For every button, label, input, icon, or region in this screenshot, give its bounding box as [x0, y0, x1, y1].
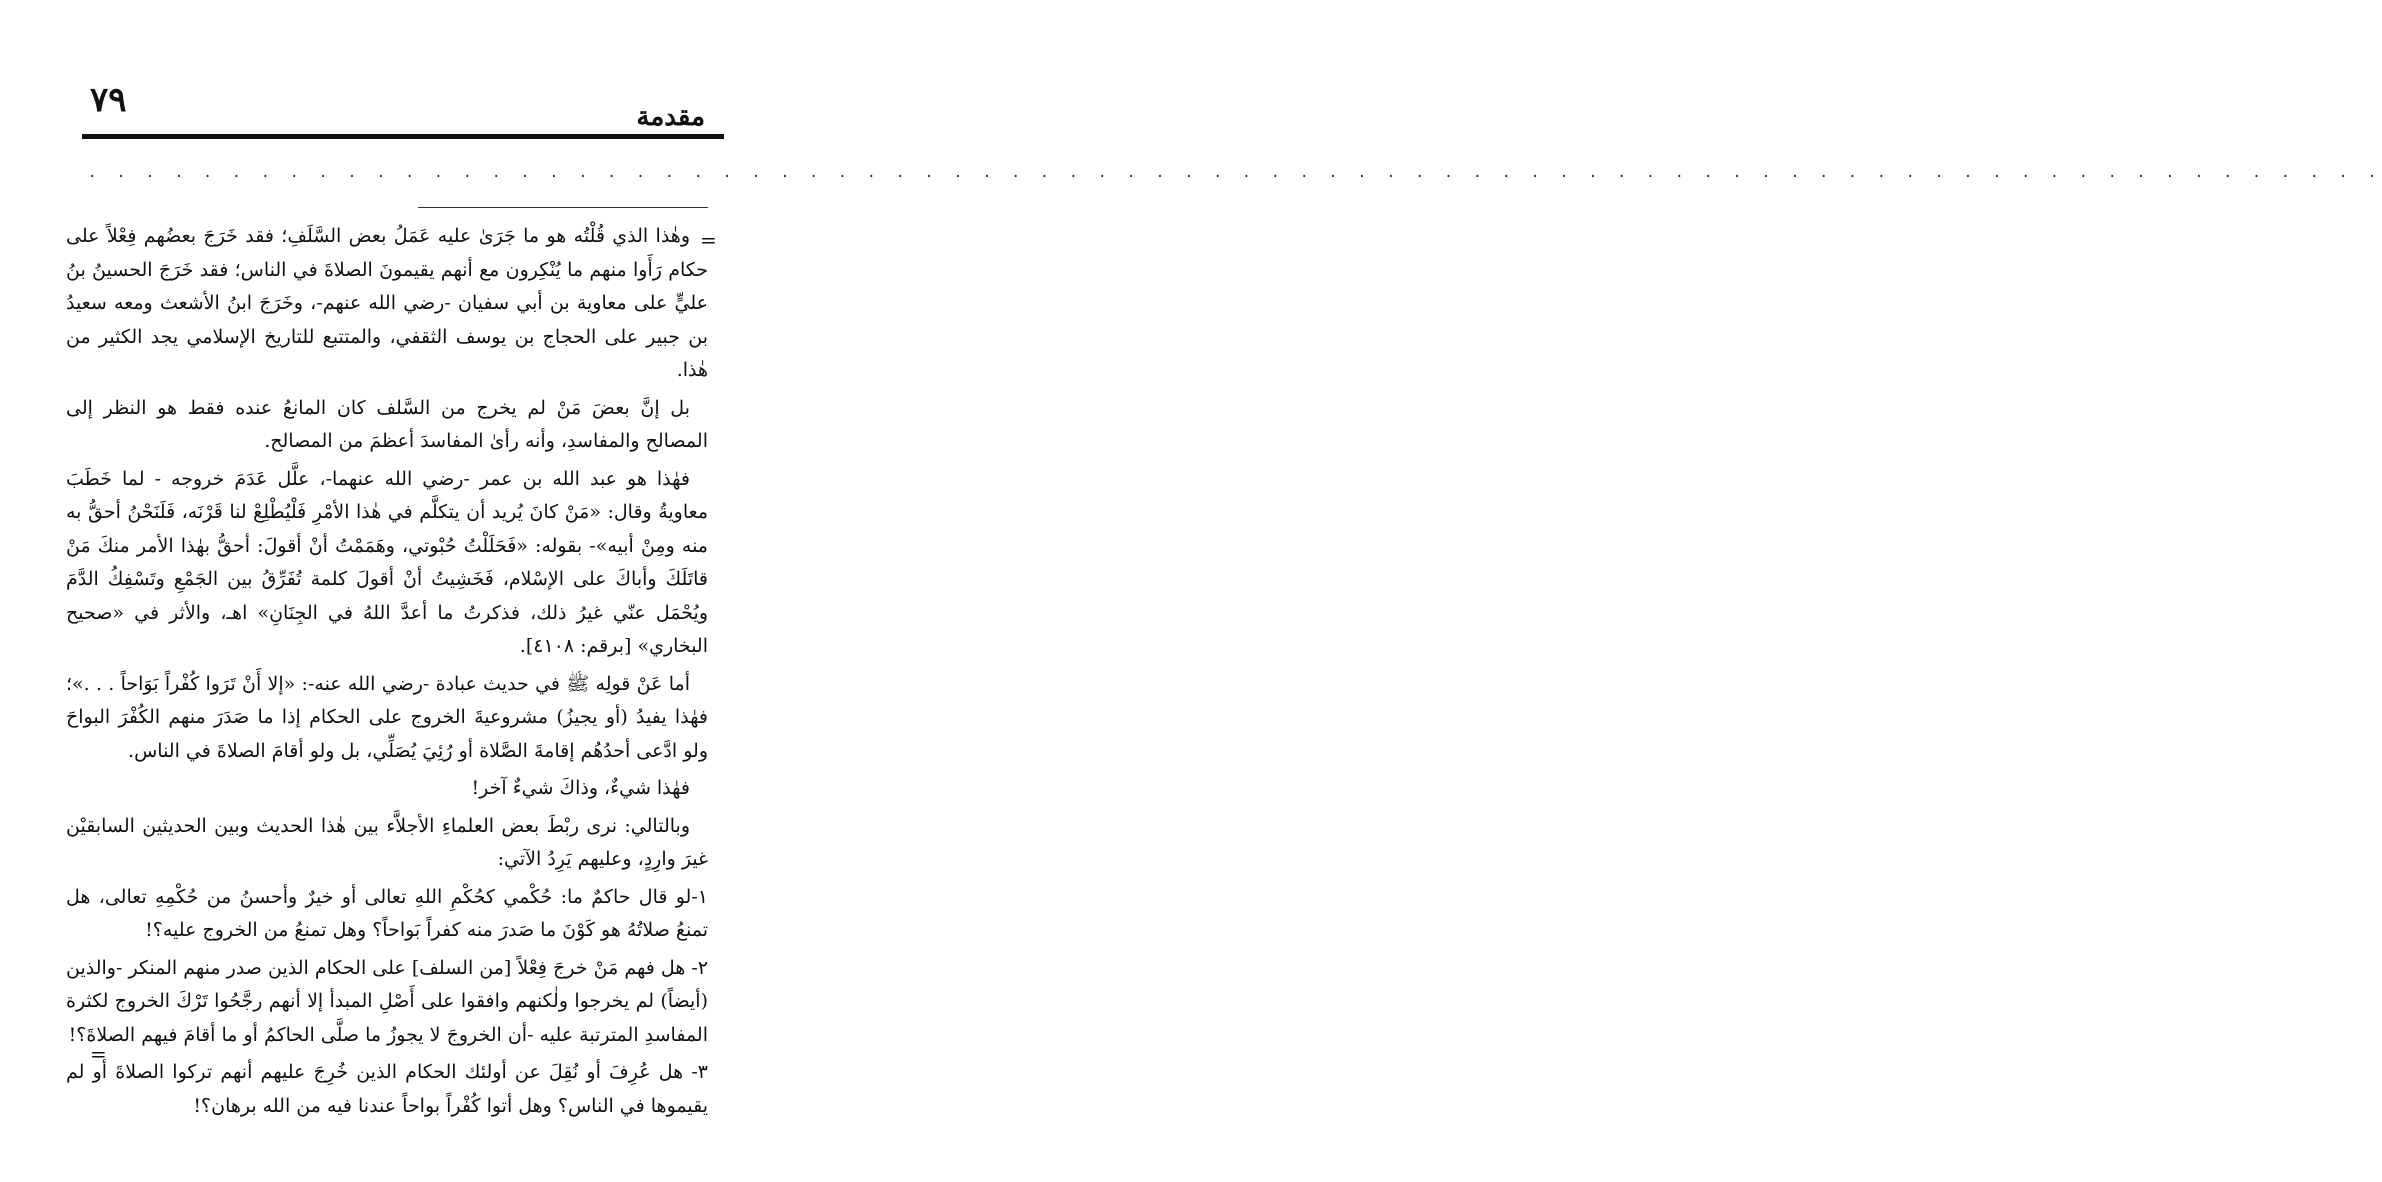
continues-to-mark: = [90, 1042, 107, 1066]
dotted-separator: . . . . . . . . . . . . . . . . . . . . . . . . . . . . . . . . . . . . . . . . . . . . . . . . . . . . . . . . . . . . . . . . . . . . . . . . . . . . . . . . [88, 165, 2382, 181]
continued-from-mark: = [700, 228, 717, 252]
paragraph: وبالتالي: نرى ربْطَ بعض العلماءِ الأجلاَّء بين هٰذا الحديث وبين الحديثين السابقيْن غيرَ وارِدٍ، وعليهم يَرِدُ الآتي: [66, 814, 708, 870]
footnote-body [66, 220, 708, 1127]
page-header [40, 80, 725, 130]
paragraph: أما عَنْ قولِه ﷺ في حديث عبادة -رضي الله عنه-: «إلا أَنْ تَرَوا كُفْراً بَوَاحاً . . .»؛ فهٰذا يفيدُ (أو يجيزُ) مشروعيةَ الخروج على الحكام إذا ما صَدَرَ منهم الكُفْرَ البواحَ ولو ادَّعى أحدُهُم إقامةَ الصَّلاة أو رُئِيَ يُصَلِّي، بل ولو أقامَ الصلاةَ في الناس. [66, 672, 708, 762]
list-item: ٢- هل فهم مَنْ خرجَ فِعْلاً [من السلف] على الحكام الذين صدر منهم المنكر -والذين (أيضاً) لم يخرجوا ولٰكنهم وافقوا على أَصْلِ المبدأ إلا أنهم رجَّحُوا تَرْكَ الخروج لكثرة المفاسدِ المترتبة عليه -أن الخروجَ لا يجوزُ ما صلَّى الحاكمُ أو ما أقامَ فيهم الصلاةَ؟! [66, 956, 708, 1046]
page-number: ٧٩ [90, 80, 127, 120]
paragraph: بل إنَّ بعضَ مَنْ لم يخرج من السَّلف كان المانعُ عنده فقط هو النظر إلى المصالح والمفاسدِ، وأنه رأىٰ المفاسدَ أعظمَ من المصالح. [66, 396, 708, 452]
paragraph: فهٰذا هو عبد الله بن عمر -رضي الله عنهما-، علَّل عَدَمَ خروجه - لما خَطَبَ معاويةُ وقال: «مَنْ كانَ يُريد أن يتكلَّم في هٰذا الأمْرِ فَلْيُطْلِعْ لنا قَرْنَه، فَلَنَحْنُ أحقُّ به منه ومِنْ أبيه»- بقوله: «فَحَلَلْتُ حُبْوتي، وهَمَمْتُ أنْ أقولَ: أحقُّ بهٰذا الأمر منكَ مَنْ قاتَلَكَ وأباكَ على الإسْلام، فَخَشِيتُ أنْ أقولَ كلمة تُفَرِّقُ بين الجَمْعِ وتَسْفِكُ الدَّمَ ويُحْمَل عنّي غيرُ ذلك، فذكرتُ ما أعدَّ اللهُ في الجِنَانِ» اهـ، والأثر في «صحيح البخاري» [برقم: ٤١٠٨]. [66, 467, 708, 657]
header-rule [82, 134, 724, 139]
list-item: ٣- هل عُرِفَ أو نُقِلَ عن أولئك الحكام الذين خُرِجَ عليهم أنهم تركوا الصلاةَ أو لم يقيموها في الناس؟ وهل أتوا كُفْراً بواحاً عندنا فيه من الله برهان؟! [66, 1061, 708, 1117]
paragraph: فهٰذا شيءٌ، وذاكَ شيءٌ آخر! [471, 777, 690, 799]
list-item: ١-لو قال حاكمٌ ما: حُكْمي كحُكْمِ اللهِ تعالى أو خيرٌ وأحسنُ من حُكْمِهِ تعالى، هل تمنعُ صلاتُهُ هو كَوْنَ ما صَدرَ منه كفراً بَواحاً؟ وهل تمنعُ من الخروج عليه؟! [66, 885, 708, 941]
paragraph: وهٰذا الذي قُلْتُه هو ما جَرَىٰ عليه عَمَلُ بعض السَّلَفِ؛ فقد خَرَجَ بعضُهم فِعْلاً على حكام رَأَوا منهم ما يُنْكِرون مع أنهم يقيمونَ الصلاةَ في الناس؛ فقد خَرَجَ الحسينُ بنُ عليٍّ على معاوية بن أبي سفيان -رضي الله عنهم-، وخَرَجَ ابنُ الأشعث ومعه سعيدُ بن جبير على الحجاج بن يوسف الثقفي، والمتتبع للتاريخ الإسلامي يجد الكثير من هٰذا. [66, 225, 708, 381]
footnote-rule [418, 207, 708, 208]
section-title: مقدمة [636, 102, 705, 132]
